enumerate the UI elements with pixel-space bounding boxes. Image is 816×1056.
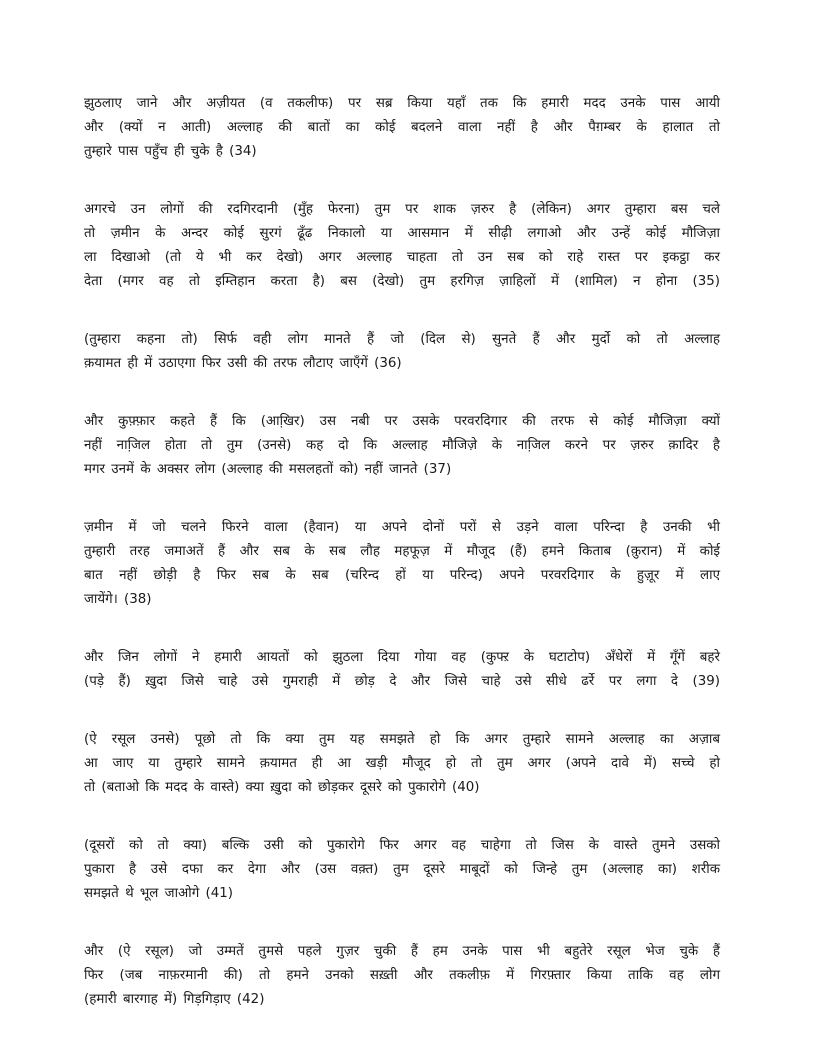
text-line: तो (बताओ कि मदद के वास्ते) क्या ख़ुदा को छोड़कर दूसरे को पुकारोगे (40) <box>84 780 480 795</box>
text-line: क़यामत ही में उठाएगा फिर उसी की तरफ लौटाए जाएँगें (36) <box>84 356 402 371</box>
text-line: देता (मगर वह तो इम्तिहान करता है) बस (देखो) तुम हरगिज़ ज़ाहिलों में (शामिल) न होना (35) <box>84 274 720 289</box>
text-line: (तुम्हारा कहना तो) सिर्फ वही लोग मानते हैं जो (दिल से) सुनते हैं और मुर्दो को तो अल्लाह <box>84 332 720 347</box>
verse-paragraph-39 <box>84 646 720 694</box>
text-line: नहीं नाजि़ल होता तो तुम (उनसे) कह दो कि अल्लाह मौजिजे़ के नाजि़ल करने पर ज़रुर क़ादिर है <box>84 438 720 453</box>
text-line: झुठलाए जाने और अज़ीयत (व तकलीफ) पर सब्र किया यहाँ तक कि हमारी मदद उनके पास आयी <box>84 96 720 111</box>
text-line: और (क्यों न आती) अल्लाह की बातों का कोई बदलने वाला नहीं है और पैग़म्बर के हालात तो <box>84 120 720 135</box>
verse-paragraph-37 <box>84 410 720 482</box>
text-line: (ऐ रसूल उनसे) पूछो तो कि क्या तुम यह समझते हो कि अगर तुम्हारे सामने अल्लाह का अज़ाब <box>84 732 720 747</box>
text-line: तो ज़मीन के अन्दर कोई सुरगं ढूँढ निकालो या आसमान में सीढ़ी लगाओ और उन्हें कोई मौजिज़ा <box>84 226 720 241</box>
verse-paragraph-38 <box>84 516 720 612</box>
verse-paragraph-40 <box>84 728 720 800</box>
verse-paragraph-35 <box>84 198 720 294</box>
text-line: बात नहीं छोड़ी है फिर सब के सब (चरिन्द हों या परिन्द) अपने परवरदिगार के हुज़ूर में लाए <box>84 568 720 583</box>
text-line: तुम्हारी तरह जमाअतें हैं और सब के सब लौह महफूज़ में मौजूद (हैं) हमने किताब (क़ुरान) में कोई <box>84 544 720 559</box>
verse-paragraph-34 <box>84 92 720 164</box>
text-line: और जिन लोगों ने हमारी आयतों को झुठला दिया गोया वह (कुफ्ऱ के घटाटोप) अँधेरों में गूँगें बहरे <box>84 650 720 665</box>
verse-paragraph-41 <box>84 834 720 906</box>
text-line: आ जाए या तुम्हारे सामने क़यामत ही आ खड़ी मौजूद हो तो तुम अगर (अपने दावे में) सच्चे हो <box>84 756 720 771</box>
text-line: समझते थे भूल जाओगे (41) <box>84 886 234 901</box>
text-line: ला दिखाओ (तो ये भी कर देखो) अगर अल्लाह चाहता तो उन सब को राहे रास्त पर इकट्ठा कर <box>84 250 720 265</box>
text-line: (पड़े हैं) ख़ुदा जिसे चाहे उसे गुमराही में छोड़ दे और जिसे चाहे उसे सीधे ढर्रे पर लगा दे (39) <box>84 674 720 689</box>
text-line: अगरचे उन लोगों की रदगिरदानी (मुँह फेरना) तुम पर शाक ज़रुर है (लेकिन) अगर तुम्हारा बस चले <box>84 202 720 217</box>
text-line: (हमारी बारगाह में) गिड़गिड़ाए (42) <box>84 992 265 1007</box>
text-line: जायेंगे। (38) <box>84 592 152 607</box>
text-line: पुकारा है उसे दफा कर देगा और (उस वक़्त) तुम दूसरे माबूदों को जिन्हे तुम (अल्लाह का) शरीक <box>84 862 720 877</box>
text-line: तुम्हारे पास पहुँच ही चुके है (34) <box>84 144 257 159</box>
text-line: ज़मीन में जो चलने फिरने वाला (हैवान) या अपने दोनों परों से उड़ने वाला परिन्दा है उनकी भी <box>84 520 720 535</box>
text-line: और कुफ़्फ़ार कहते हैं कि (आखि़र) उस नबी पर उसके परवरदिगार की तरफ से कोई मौजिज़ा क्यों <box>84 414 720 429</box>
text-line: और (ऐ रसूल) जो उम्मतें तुमसे पहले गुज़र चुकी हैं हम उनके पास भी बहुतेरे रसूल भेज चुके हैं <box>84 944 720 959</box>
text-line: फिर (जब नाफ़रमानी की) तो हमने उनको सख़्ती और तकलीफ़ में गिरफ़्तार किया ताकि वह लोग <box>84 968 720 983</box>
text-line: मगर उनमें के अक्सर लोग (अल्लाह की मसलहतों को) नहीं जानते (37) <box>84 462 452 477</box>
verse-paragraph-36 <box>84 328 720 376</box>
verse-paragraph-42 <box>84 940 720 1012</box>
text-line: (दूसरों को तो क्या) बल्कि उसी को पुकारोगे फिर अगर वह चाहेगा तो जिस के वास्ते तुमने उसको <box>84 838 720 853</box>
